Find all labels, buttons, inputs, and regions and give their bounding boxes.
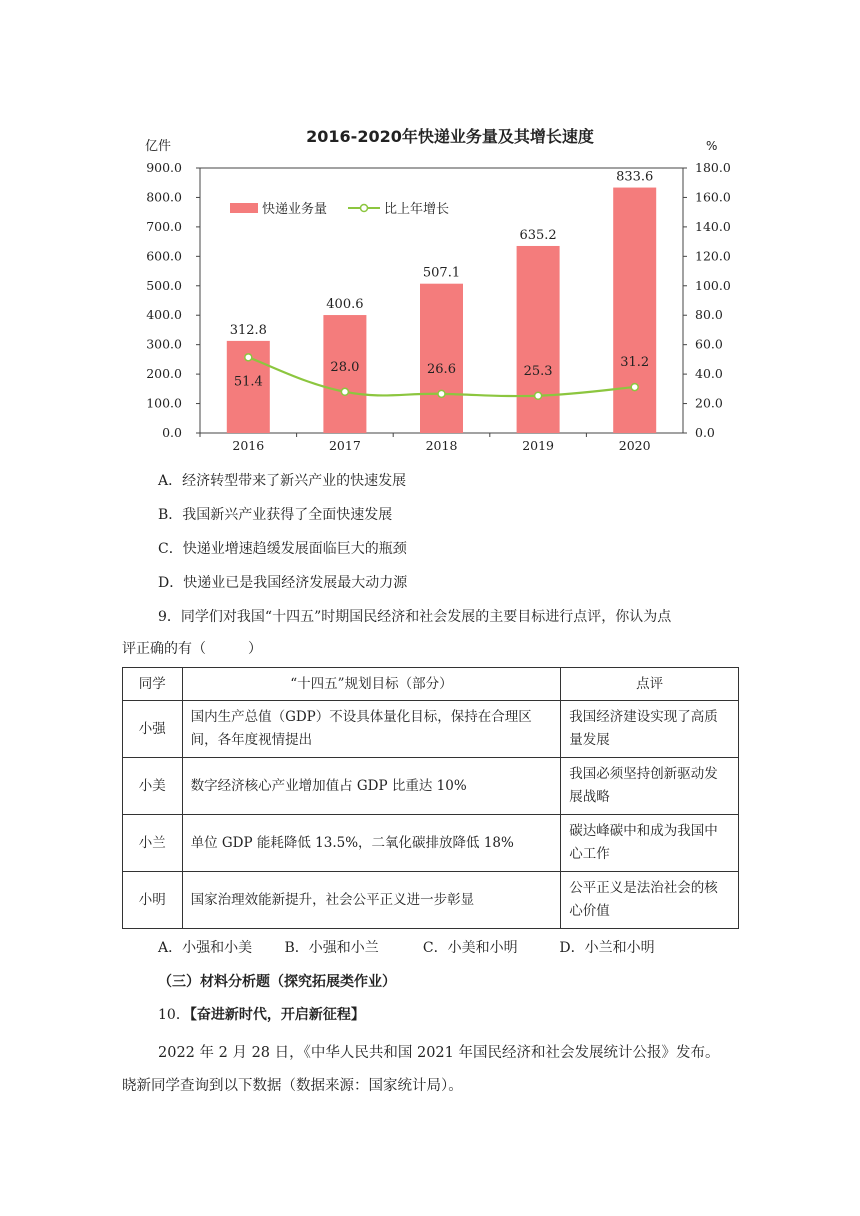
growth-value-label: 28.0 [330,359,360,375]
x-tick-label: 2017 [328,438,361,453]
section-title: （三）材料分析题（探究拓展类作业） [158,974,396,990]
plan-goal: 国家治理效能新提升，社会公平正义进一步彰显 [182,872,561,929]
right-tick-label: 40.0 [695,366,723,382]
option-d: D．快递业已是我国经济发展最大动力源 [158,575,408,591]
right-tick-label: 100.0 [695,277,731,293]
left-tick-label: 0.0 [162,425,182,440]
right-tick-label: 140.0 [695,218,731,234]
answer-c: C．小美和小明 [422,940,518,956]
legend-line-marker [361,205,368,212]
q9-stem-line1: 9．同学们对我国“十四五”时期国民经济和社会发展的主要目标进行点评，你认为点 [158,609,672,625]
x-tick-label: 2019 [522,438,555,453]
q10-title: 【奋进新时代，开启新征程】 [189,1007,365,1023]
bar-value-label: 833.6 [616,169,654,185]
bar-value-label: 635.2 [519,227,557,243]
q10-heading [158,1005,365,1025]
answer-a: A．小强和小美 [158,940,253,956]
q9-table [122,667,739,929]
right-tick-label: 80.0 [695,307,723,323]
chart-title: 2016-2020年快递业务量及其增长速度 [306,127,594,146]
student-name: 小强 [123,701,183,758]
right-unit-label: % [706,139,718,153]
bar [420,284,463,433]
table-header-row [123,668,739,701]
right-tick-label: 120.0 [695,248,731,264]
left-tick-label: 700.0 [146,218,182,234]
left-tick-label: 400.0 [146,307,182,323]
x-tick-label: 2020 [618,438,651,453]
q10-paragraph-line2: 晓新同学查询到以下数据（数据来源：国家统计局）。 [122,1078,463,1094]
table-row [123,758,739,815]
bar [517,246,560,433]
student-name: 小兰 [123,815,183,872]
x-tick-label: 2016 [232,438,265,453]
bar [613,188,656,433]
growth-point [535,392,542,399]
left-tick-label: 600.0 [146,248,182,264]
comment: 我国必须坚持创新驱动发展战略 [561,758,739,815]
plan-goal: 数字经济核心产业增加值占 GDP 比重达 10% [182,758,561,815]
comment: 公平正义是法治社会的核心价值 [561,872,739,929]
growth-point [631,384,638,391]
right-tick-label: 60.0 [695,336,723,352]
comment: 我国经济建设实现了高质量发展 [561,701,739,758]
option-a: A．经济转型带来了新兴产业的快速发展 [158,473,407,489]
table-row [123,815,739,872]
bar-value-label: 400.6 [326,297,364,313]
plan-goal: 国内生产总值（GDP）不设具体量化目标，保持在合理区间，各年度视情提出 [182,701,561,758]
left-unit-label: 亿件 [145,139,172,154]
growth-point [341,388,348,395]
header-goal: “十四五”规划目标（部分） [182,668,561,701]
q10-paragraph-line1: 2022 年 2 月 28 日，《中华人民共和国 2021 年国民经济和社会发展统计公报》发布。 [158,1045,720,1061]
table-row [123,872,739,929]
plan-goal: 单位 GDP 能耗降低 13.5%，二氧化碳排放降低 18% [182,815,561,872]
left-tick-label: 500.0 [146,277,182,293]
option-b: B．我国新兴产业获得了全面快速发展 [158,507,393,523]
left-tick-label: 100.0 [146,395,182,411]
table-row [123,701,739,758]
right-tick-label: 0.0 [695,425,715,440]
growth-value-label: 51.4 [233,374,263,390]
answer-b: B．小强和小兰 [284,940,379,956]
x-tick-label: 2018 [425,438,458,453]
right-tick-label: 20.0 [695,395,723,411]
left-tick-label: 800.0 [146,189,182,205]
growth-point [438,390,445,397]
bar-value-label: 312.8 [229,322,267,338]
bar-value-label: 507.1 [422,265,461,281]
growth-value-label: 26.6 [427,361,456,377]
growth-point [245,354,252,361]
right-tick-label: 160.0 [695,189,731,205]
right-tick-label: 180.0 [695,160,731,175]
legend-bar-swatch [230,203,258,213]
answer-d: D．小兰和小明 [559,940,655,956]
growth-value-label: 31.2 [620,355,650,371]
student-name: 小美 [123,758,183,815]
growth-value-label: 25.3 [523,363,553,379]
option-c: C．快递业增速趋缓发展面临巨大的瓶颈 [158,541,407,557]
student-name: 小明 [123,872,183,929]
header-student: 同学 [123,668,183,701]
left-tick-label: 900.0 [146,160,182,175]
header-comment: 点评 [561,668,739,701]
q10-number: 10． [158,1007,190,1023]
legend-bar-label: 快递业务量 [262,202,328,217]
legend-line-label: 比上年增长 [384,202,450,217]
comment: 碳达峰碳中和成为我国中心工作 [561,815,739,872]
left-tick-label: 200.0 [146,366,182,382]
q9-stem-line2: 评正确的有（ ） [122,641,262,657]
q9-answer-options [158,938,655,958]
express-volume-chart [130,118,750,463]
left-tick-label: 300.0 [146,336,182,352]
